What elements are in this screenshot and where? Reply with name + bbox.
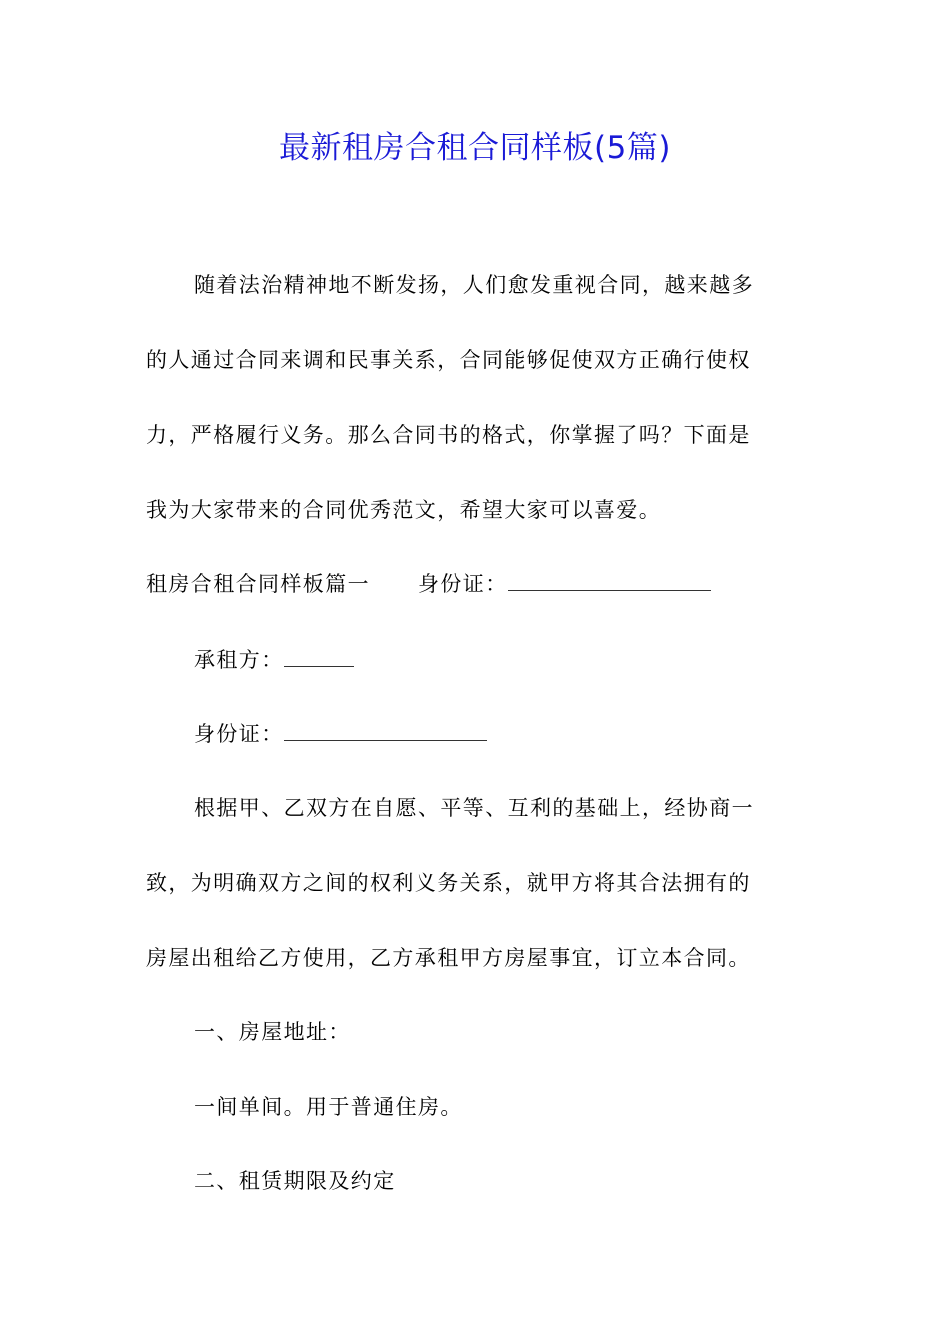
intro-line-4: 我为大家带来的合同优秀范文，希望大家可以喜爱。 xyxy=(146,498,662,522)
clause-1-heading: 一、房屋地址： xyxy=(194,1020,351,1044)
id-row-2 xyxy=(194,719,864,749)
clause-1-text: 一间单间。用于普通住房。 xyxy=(194,1095,463,1119)
document-title: 最新租房合租合同样板(5篇) xyxy=(279,130,671,166)
basis-line-1: 根据甲、乙双方在自愿、平等、互利的基础上，经协商一 xyxy=(194,796,754,820)
id-blank-1 xyxy=(508,570,711,591)
section-heading: 租房合租合同样板篇一 xyxy=(146,572,370,596)
basis-line-2: 致，为明确双方之间的权利义务关系，就甲方将其合法拥有的 xyxy=(146,871,751,895)
section-heading-row xyxy=(146,569,816,599)
clause-2-heading: 二、租赁期限及约定 xyxy=(194,1169,396,1193)
intro-line-3: 力，严格履行义务。那么合同书的格式，你掌握了吗？下面是 xyxy=(146,423,751,447)
tenant-row xyxy=(194,645,864,675)
id-label-1: 身份证： xyxy=(418,572,508,596)
basis-line-3: 房屋出租给乙方使用，乙方承租甲方房屋事宜，订立本合同。 xyxy=(146,946,751,970)
tenant-blank xyxy=(284,646,354,667)
intro-line-1: 随着法治精神地不断发扬，人们愈发重视合同，越来越多 xyxy=(194,273,754,297)
id-label-2: 身份证： xyxy=(194,722,284,746)
id-blank-2 xyxy=(284,720,487,741)
intro-line-2: 的人通过合同来调和民事关系，合同能够促使双方正确行使权 xyxy=(146,348,751,372)
tenant-label: 承租方： xyxy=(194,648,284,672)
